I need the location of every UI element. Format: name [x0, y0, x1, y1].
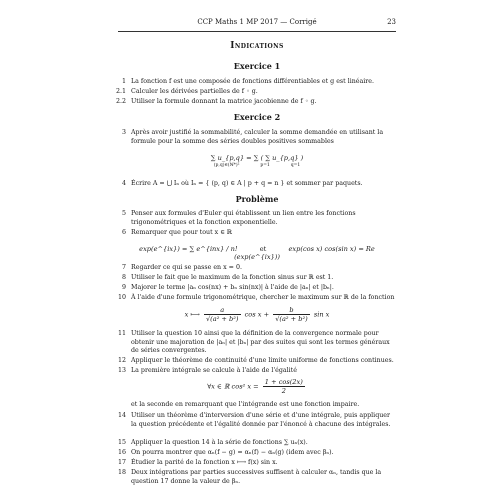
item-text: La fonction f est une composée de fonctions différentiables et g est linéaire. — [131, 78, 375, 85]
item-number: 4 — [121, 180, 126, 187]
item-text: Majorer le terme |aₙ cos(nx) + bₙ sin(nx)| à l'aide de |aₙ| et |bₙ|. — [131, 284, 334, 291]
formula-double-sum — [118, 154, 396, 168]
formula-cos-squared — [118, 378, 396, 395]
header-rule — [118, 31, 396, 32]
fraction-denominator: √(a² + b²) — [275, 315, 308, 323]
item-text: Écrire A = ⋃ Iₙ où Iₙ = { (p, q) ∈ A | p + q = n } et sommer par paquets. — [131, 180, 363, 187]
item-number: 9 — [121, 284, 126, 291]
item-number: 18 — [117, 469, 126, 476]
item-number: 2.1 — [115, 88, 126, 95]
formula-index: p=1 — [260, 163, 270, 168]
formula-euler — [118, 245, 396, 261]
item-text: Appliquer la question 14 à la série de fonctions ∑ uₙ(x). — [131, 439, 308, 446]
formula-connector: et — [259, 245, 267, 253]
item-text: Utiliser la formule donnant la matrice jacobienne de f ◦ g. — [131, 98, 317, 105]
fraction-denominator: 2 — [281, 387, 286, 395]
item-text: La première intégrale se calcule à l'aide de l'égalité — [131, 367, 297, 374]
item-text: Remarquer que pour tout x ∈ ℝ — [131, 229, 233, 236]
item-number: 14 — [117, 412, 126, 419]
formula-text: ∀x ∈ ℝ cos² x = — [207, 382, 259, 391]
item-number: 8 — [121, 274, 126, 281]
header-title: CCP Maths 1 MP 2017 — Corrigé — [197, 18, 317, 26]
item-text: On pourra montrer que αₙ(f − g) = αₙ(f) − αₙ(g) (idem avec βₙ). — [131, 449, 334, 456]
formula-indices — [118, 163, 396, 168]
formula-trig-combination — [118, 306, 396, 323]
fraction-numerator: a — [204, 306, 241, 315]
formula-text: ∑ u_{p,q} = ∑ ( ∑ u_{p,q} ) — [210, 154, 304, 162]
section-heading-exercise-2: Exercice 2 — [233, 112, 281, 122]
item-text: Penser aux formules d'Euler qui établissent un lien entre les fonctions trigonométriques et la fonction exponentielle. — [131, 210, 356, 226]
item-text: Étudier la parité de la fonction x ⟼ f(x) sin x. — [131, 459, 278, 466]
page-title: Indications — [230, 41, 284, 51]
formula-index: q=1 — [290, 163, 301, 168]
formula-fraction — [263, 378, 305, 395]
page-number: 23 — [387, 18, 396, 26]
item-text: Après avoir justifié la sommabilité, calculer la somme demandée en utilisant la formule pour la somme des séries doubles positives sommables — [131, 129, 384, 145]
item-number: 16 — [117, 449, 126, 456]
formula-index: (p,q)∈(ℕ*)² — [213, 163, 240, 168]
item-text: Utiliser le fait que le maximum de la fonction sinus sur ℝ est 1. — [131, 274, 334, 281]
item-number: 7 — [121, 264, 126, 271]
item-text: Calculer les dérivées partielles de f ◦ g. — [131, 88, 258, 95]
page-header — [118, 18, 396, 29]
item-text: Regarder ce qui se passe en x = 0. — [131, 264, 242, 271]
item-number: 5 — [121, 210, 126, 217]
item-number: 12 — [117, 357, 126, 364]
item-text: et la seconde en remarquant que l'intégrande est une fonction impaire. — [131, 401, 360, 408]
section-heading-problem: Problème — [235, 194, 279, 204]
formula-text: exp(cos x) cos(sin x) = Re (exp(e^{ix})) — [234, 245, 375, 261]
item-text: Utiliser la question 10 ainsi que la définition de la convergence normale pour obtenir une majoration de |aₙ| et |bₙ| par des suites qui sont les termes généraux de séries convergentes. — [131, 330, 390, 355]
item-text: À l'aide d'une formule trigonométrique, chercher le maximum sur ℝ de la fonction — [131, 294, 395, 301]
fraction-numerator: 1 + cos(2x) — [264, 378, 303, 386]
item-text: Deux intégrations par parties successives suffisent à calculer αₙ, tandis que la question 17 donne la valeur de βₙ. — [131, 469, 382, 485]
formula-text: exp(e^{ix}) = ∑ e^{inx} / n! — [139, 245, 238, 253]
item-number: 2.2 — [115, 98, 126, 105]
item-number: 6 — [121, 229, 126, 236]
formula-text: cos x + — [244, 310, 270, 319]
item-text: Utiliser un théorème d'interversion d'une série et d'une intégrale, puis appliquer la question précédente et l'égalité donnée par l'énoncé à chacune des intégrales. — [131, 412, 391, 428]
item-number: 10 — [117, 294, 126, 301]
formula-fraction — [204, 306, 241, 323]
item-number: 3 — [121, 129, 126, 136]
section-heading-exercise-1: Exercice 1 — [233, 61, 281, 71]
fraction-numerator: b — [273, 306, 310, 315]
item-text: Appliquer le théorème de continuité d'une limite uniforme de fonctions continues. — [131, 357, 394, 364]
formula-text: sin x — [313, 310, 330, 319]
item-number: 13 — [117, 367, 126, 374]
document-page — [98, 8, 402, 496]
item-number: 11 — [117, 330, 126, 337]
formula-fraction — [273, 306, 310, 323]
fraction-denominator: √(a² + b²) — [205, 315, 239, 323]
item-number: 17 — [117, 459, 126, 466]
item-number: 15 — [117, 439, 126, 446]
formula-text: x ⟼ — [184, 310, 200, 319]
item-number: 1 — [121, 78, 126, 85]
